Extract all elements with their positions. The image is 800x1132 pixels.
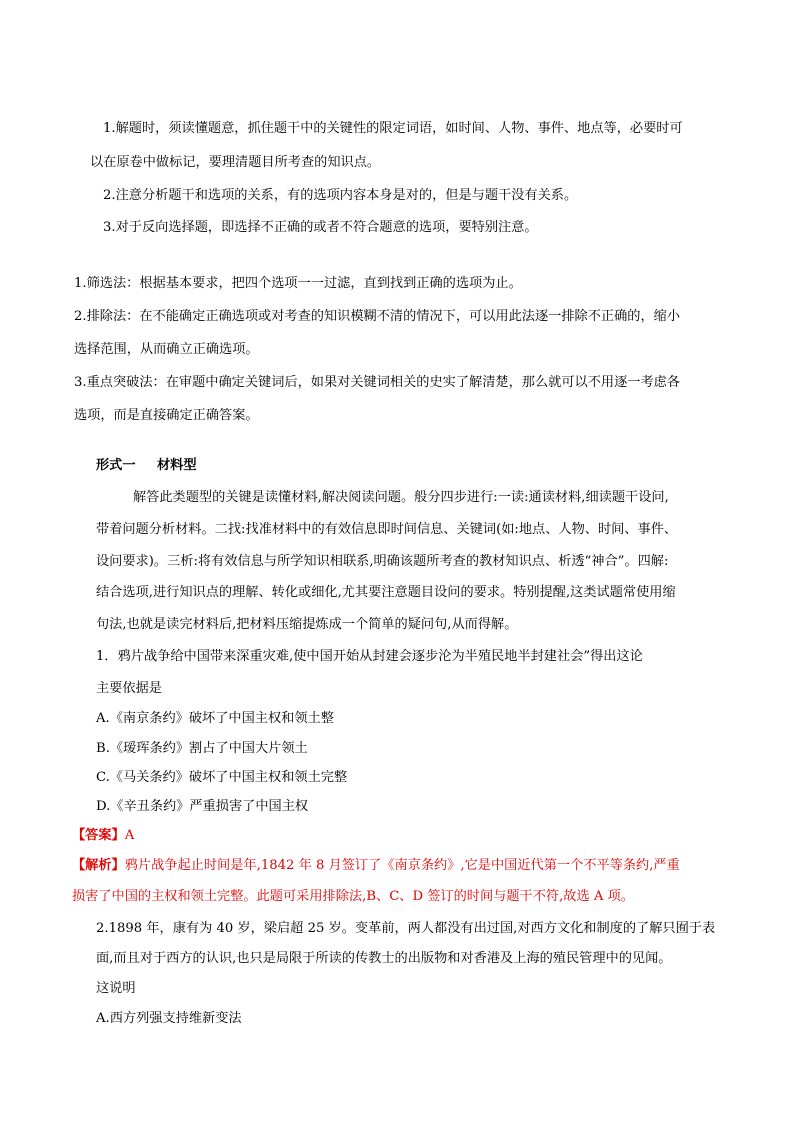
paragraph-line: 带着问题分析材料。二找:找准材料中的有效信息即时间信息、关键词(如:地点、人物、时间、事件、 [96, 522, 678, 537]
question1-option-b: B.《瑷珲条约》割占了中国大片领土 [96, 741, 308, 756]
answer-tag: 【答案】 [72, 828, 125, 843]
tip-line: 3.对于反向选择题，即选择不正确的或者不符合题意的选项，要特别注意。 [103, 220, 538, 235]
paragraph-line: 句法,也就是读完材料后,把材料压缩提炼成一个简单的疑问句,从而得解。 [96, 617, 518, 632]
analysis-line [72, 857, 680, 875]
analysis-tag: 【解析】 [72, 858, 125, 873]
question1-option-a: A.《南京条约》破坏了中国主权和领土整 [96, 711, 334, 726]
paragraph-line: 结合选项,进行知识点的理解、转化或细化,尤其要注意题目设问的要求。特别提醒,这类试题常使用缩 [96, 585, 676, 600]
paragraph-line: 设问要求)。三析:将有效信息与所学知识相联系,明确该题所考查的教材知识点、析透“神合”。四解: [96, 554, 669, 569]
question2-stem: 这说明 [96, 981, 136, 996]
method-line: 3.重点突破法：在审题中确定关键词后，如果对关键词相关的史实了解清楚，那么就可以不用逐一考虑各 [74, 375, 681, 390]
method-line: 选项，而是直接确定正确答案。 [74, 408, 259, 423]
question1-stem: 主要依据是 [96, 681, 162, 696]
tip-line: 2.注意分析题干和选项的关系，有的选项内容本身是对的，但是与题干没有关系。 [103, 188, 578, 203]
method-line: 2.排除法：在不能确定正确选项或对考查的知识模糊不清的情况下，可以用此法逐一排除不正确的，缩小 [74, 309, 681, 324]
paragraph-line: 解答此类题型的关键是读懂材料,解决阅读问题。般分四步进行:一读:通读材料,细读题干设问, [133, 490, 669, 505]
question1-stem: 1．鸦片战争给中国带来深重灾难,使中国开始从封建会逐步沦为半殖民地半封建社会”得出这论 [96, 649, 643, 664]
tip-line: 1.解题时，须读懂题意，抓住题干中的关键性的限定词语，如时间、人物、事件、地点等，必要时可 [103, 121, 683, 136]
section-heading-title: 材料型 [157, 458, 197, 473]
analysis-text: 损害了中国的主权和领土完整。此题可采用排除法,B、C、D 签订的时间与题干不符,故选 A 项。 [72, 889, 634, 904]
question2-stem: 面,而且对于西方的认识,也只是局限于所读的传教士的出版物和对香港及上海的殖民管理中的见闻。 [96, 951, 672, 966]
question2-stem: 2.1898 年，康有为 40 岁，梁启超 25 岁。变革前，两人都没有出过国,对西方文化和制度的了解只囿于表 [96, 921, 716, 936]
answer-value: A [124, 828, 135, 843]
question1-option-c: C.《马关条约》破坏了中国主权和领土完整 [96, 770, 348, 785]
question1-option-d: D.《辛丑条约》严重损害了中国主权 [96, 799, 309, 814]
tip-line: 以在原卷中做标记，要理清题目所考查的知识点。 [90, 155, 381, 170]
section-heading-label: 形式一 [96, 458, 136, 473]
answer-line [72, 827, 134, 845]
method-line: 1.筛选法：根据基本要求，把四个选项一一过滤，直到找到正确的选项为止。 [74, 276, 522, 291]
analysis-text: 鸦片战争起止时间是年,1842 年 8 月签订了《南京条约》,它是中国近代第一个不平等条约,严重 [124, 858, 680, 873]
question2-option-a: A.西方列强支持维新变法 [96, 1011, 242, 1026]
method-line: 选择范围，从而确立正确选项。 [74, 342, 259, 357]
